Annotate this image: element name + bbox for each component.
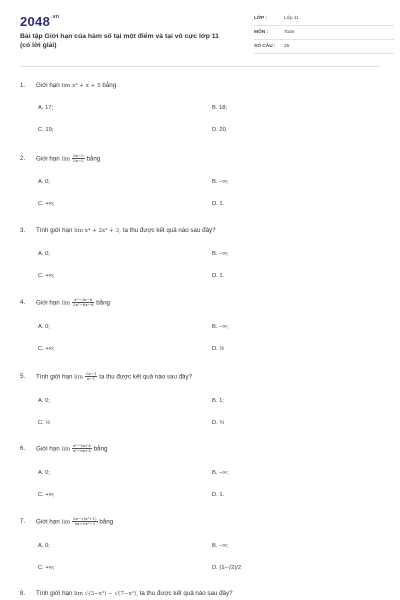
fraction: [85, 372, 98, 381]
question-prefix: Tính giới hạn: [36, 373, 73, 381]
question-stem: [20, 590, 233, 597]
math-expression: lim: [74, 374, 84, 381]
meta-row-class: [254, 14, 394, 26]
question-suffix: bằng: [86, 155, 101, 163]
option-b[interactable]: B. −∞;: [212, 324, 229, 330]
question-number: 1.: [20, 82, 26, 89]
option-a[interactable]: A. 0;: [38, 251, 50, 257]
option-c[interactable]: C. ½: [38, 420, 51, 426]
math-expression: lim √(3−x²) − √(7−x²),: [74, 591, 138, 597]
option-a[interactable]: A. 17;: [38, 105, 54, 111]
option-a[interactable]: A. 0;: [38, 324, 50, 330]
question-number: 5.: [20, 373, 26, 381]
question-stem: [20, 227, 216, 234]
fraction: [72, 444, 92, 453]
question-stem: [20, 517, 113, 526]
fraction: [72, 154, 85, 163]
document-header: [20, 10, 380, 58]
fraction-denominator: 5x+√x²−3: [74, 521, 96, 527]
math-expression: lim: [61, 300, 71, 307]
meta-value: 25: [284, 44, 290, 49]
page-title: Bài tập Giới hạn của hàm số tại một điểm và tại vô cực lớp 11 (có lời giải): [20, 33, 219, 49]
option-d[interactable]: D. 1.: [212, 273, 225, 279]
question-suffix: ta thu được kết quả nào sau đây?: [139, 590, 233, 597]
question-number: 2.: [20, 155, 26, 163]
math-expression: lim x⁴ + 2x² + 3,: [74, 228, 121, 234]
option-b[interactable]: B. −∞;: [212, 470, 229, 476]
fraction-numerator: x²−5x+6: [73, 443, 91, 448]
logo-suffix: .vn: [51, 14, 60, 20]
question-stem: [20, 298, 110, 307]
option-a[interactable]: A. 0;: [38, 470, 50, 476]
question-number: 4.: [20, 299, 26, 307]
option-c[interactable]: C. +∞;: [38, 201, 55, 207]
question-prefix: Giới hạn: [36, 518, 60, 526]
option-b[interactable]: B. −∞;: [212, 179, 229, 185]
option-a[interactable]: A. 0;: [38, 543, 50, 549]
meta-row-subject: [254, 28, 394, 40]
option-b[interactable]: B. −∞;: [212, 251, 229, 257]
math-expression: lim: [61, 519, 71, 526]
option-d[interactable]: D. ½: [212, 346, 225, 352]
question-number: 8.: [20, 590, 26, 597]
option-d[interactable]: D. (1−√2)/2: [212, 565, 242, 571]
question-suffix: bằng: [96, 299, 110, 307]
math-expression: lim: [61, 156, 71, 163]
site-logo[interactable]: [20, 14, 59, 29]
option-a[interactable]: A. 0;: [38, 398, 50, 404]
question-suffix: bằng: [102, 82, 117, 89]
math-expression: lim: [61, 446, 71, 453]
option-d[interactable]: D. 1.: [212, 492, 225, 498]
fraction-denominator: 2x−2: [73, 158, 84, 164]
fraction-numerator: x²−3x−6: [72, 298, 94, 303]
meta-key: MÔN :: [254, 30, 269, 35]
option-c[interactable]: C. +∞;: [38, 492, 55, 498]
meta-value: Toán: [284, 30, 295, 35]
question-prefix: Tính giới hạn: [36, 590, 73, 597]
question-suffix: ta thu được kết quả nào sau đây?: [122, 227, 216, 234]
question-stem: [20, 82, 116, 89]
question-prefix: Giới hạn: [36, 299, 60, 307]
fraction-numerator: √x−1: [85, 371, 97, 376]
question-number: 6.: [20, 445, 26, 453]
fraction-numerator: 3x−2: [73, 153, 84, 158]
meta-value: Lớp 11: [284, 16, 299, 21]
question-stem: [20, 154, 100, 163]
fraction: [72, 517, 98, 526]
fraction: [72, 298, 94, 307]
question-suffix: bằng: [93, 445, 108, 453]
option-d[interactable]: D. ¼: [212, 420, 225, 426]
fraction-denominator: x−1: [87, 376, 96, 382]
option-c[interactable]: C. +∞;: [38, 273, 55, 279]
question-prefix: Giới hạn: [36, 445, 60, 453]
question-prefix: Giới hạn: [36, 155, 60, 163]
question-number: 3.: [20, 227, 26, 234]
option-d[interactable]: D. 1.: [212, 201, 225, 207]
option-b[interactable]: B. 18;: [212, 105, 228, 111]
fraction-denominator: 2x²−6x−8: [73, 302, 94, 308]
question-prefix: Giới hạn: [36, 82, 60, 89]
fraction-denominator: x²−6x+8: [73, 448, 91, 454]
option-b[interactable]: B. 1;: [212, 398, 224, 404]
fraction-numerator: 3x−√(x²+1): [73, 516, 97, 521]
meta-row-count: [254, 42, 394, 54]
meta-info: [254, 14, 394, 56]
question-prefix: Tính giới hạn: [36, 227, 73, 234]
question-suffix: ta thu được kết quả nào sau đây?: [99, 373, 193, 381]
question-stem: [20, 372, 192, 381]
question-stem: [20, 444, 107, 453]
math-expression: lim x² + x + 5: [61, 83, 101, 89]
option-c[interactable]: C. 19;: [38, 127, 54, 133]
option-c[interactable]: C. +∞;: [38, 346, 55, 352]
option-a[interactable]: A. 0;: [38, 179, 50, 185]
question-number: 7.: [20, 518, 26, 526]
question-suffix: bằng: [99, 518, 114, 526]
option-c[interactable]: C. +∞;: [38, 565, 55, 571]
logo-text: 2048: [20, 14, 51, 29]
header-divider: [20, 66, 380, 67]
meta-key: LỚP :: [254, 16, 268, 21]
option-d[interactable]: D. 20.: [212, 127, 228, 133]
option-b[interactable]: B. −∞;: [212, 543, 229, 549]
meta-key: SỐ CÂU :: [254, 44, 276, 49]
